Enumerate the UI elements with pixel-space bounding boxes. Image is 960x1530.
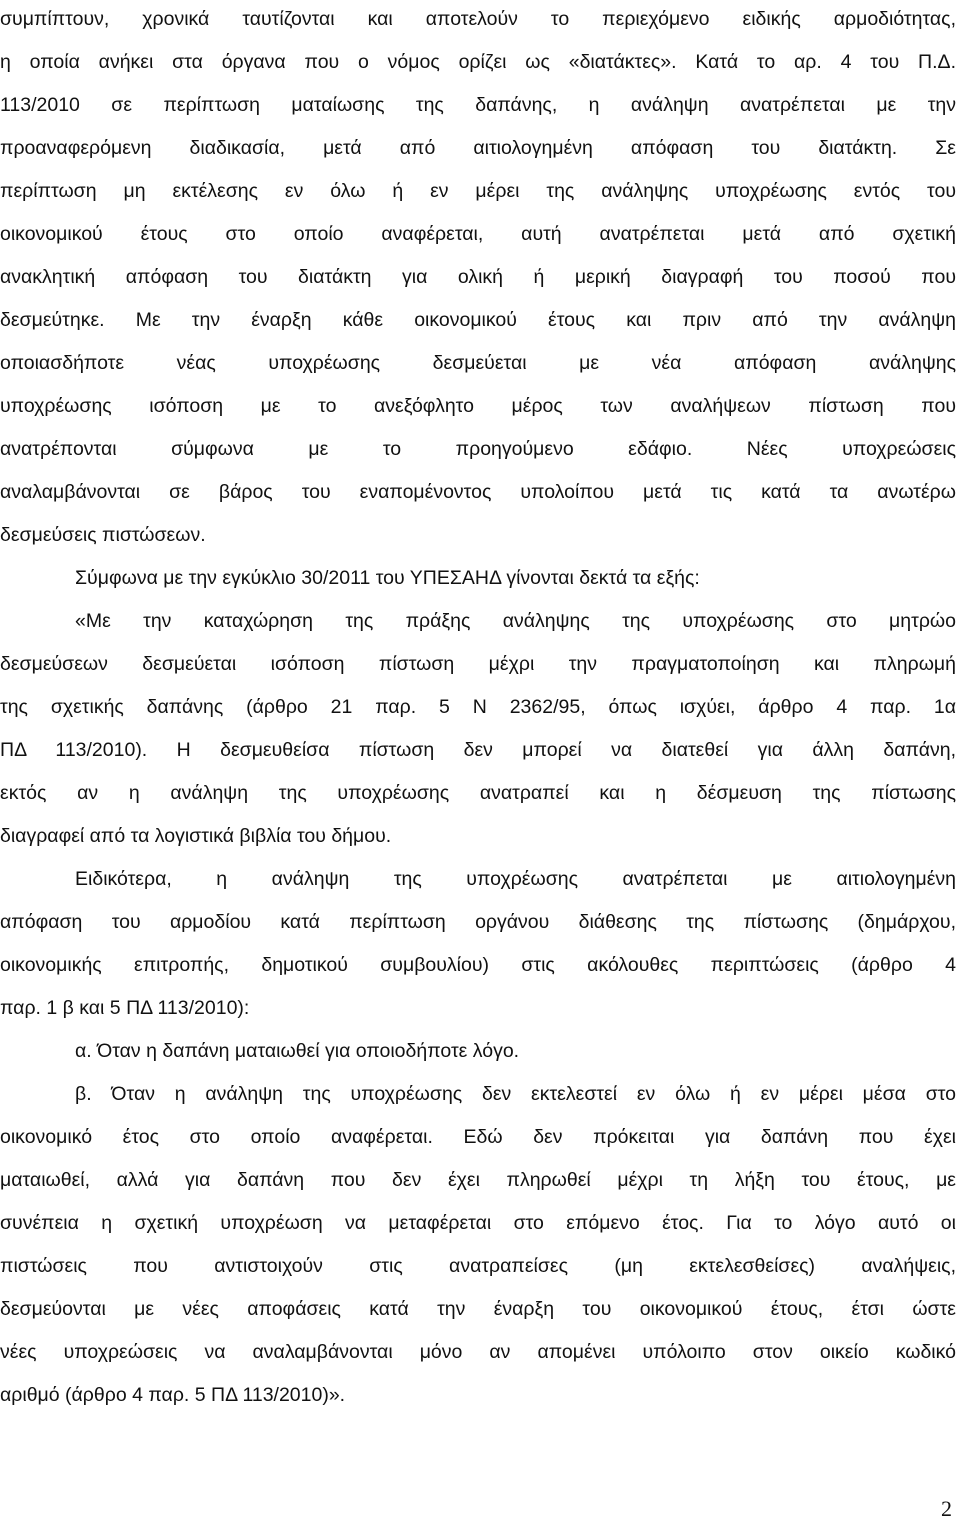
text-line: δεσμεύσεων δεσμεύεται ισόποση πίστωση μέχρι την πραγματοποίηση και πληρωμή bbox=[0, 653, 956, 675]
text-line: πιστώσεις που αντιστοιχούν στις ανατραπείσες (μη εκτελεσθείσες) αναλήψεις, bbox=[0, 1255, 956, 1277]
text-line: ΠΔ 113/2010). Η δεσμευθείσα πίστωση δεν μπορεί να διατεθεί για άλλη δαπάνη, bbox=[0, 739, 956, 761]
list-item-beta bbox=[0, 1073, 956, 1417]
page-number: 2 bbox=[941, 1496, 952, 1521]
text-line: εκτός αν η ανάληψη της υποχρέωσης ανατραπεί και η δέσμευση της πίστωσης bbox=[0, 782, 956, 804]
text-line: η οποία ανήκει στα όργανα που ο νόμος ορίζει ως «διατάκτες». Κατά το αρ. 4 του Π.Δ. bbox=[0, 51, 956, 73]
text-line: συνέπεια η σχετική υποχρέωση να μεταφέρεται στο επόμενο έτος. Για το λόγο αυτό οι bbox=[0, 1212, 956, 1234]
text-line: δεσμεύονται με νέες αποφάσεις κατά την έναρξη του οικονομικού έτους, έτσι ώστε bbox=[0, 1298, 956, 1320]
text-line: υποχρέωσης ισόποση με το ανεξόφλητο μέρος των αναλήψεων πίστωση που bbox=[0, 395, 956, 417]
text-line: «Με την καταχώρηση της πράξης ανάληψης της υποχρέωσης στο μητρώο bbox=[75, 610, 956, 632]
text-line: της σχετικής δαπάνης (άρθρο 21 παρ. 5 Ν 2362/95, όπως ισχύει, άρθρο 4 παρ. 1α bbox=[0, 696, 956, 718]
paragraph-circular-quote bbox=[0, 600, 956, 858]
text-line: διαγραφεί από τα λογιστικά βιβλία του δήμου. bbox=[0, 825, 392, 847]
text-line: αριθμό (άρθρο 4 παρ. 5 ΠΔ 113/2010)». bbox=[0, 1384, 346, 1406]
text-line: Σύμφωνα με την εγκύκλιο 30/2011 του ΥΠΕΣΑΗΔ γίνονται δεκτά τα εξής: bbox=[75, 567, 700, 589]
text-line: β. Όταν η ανάληψη της υποχρέωσης δεν εκτελεστεί εν όλω ή εν μέρει μέσα στο bbox=[75, 1083, 956, 1105]
paragraph-circular-intro bbox=[0, 557, 956, 600]
text-line: οικονομικής επιτροπής, δημοτικού συμβουλίου) στις ακόλουθες περιπτώσεις (άρθρο 4 bbox=[0, 954, 956, 976]
text-line: Ειδικότερα, η ανάληψη της υποχρέωσης ανατρέπεται με αιτιολογημένη bbox=[75, 868, 956, 890]
paragraph-specifically bbox=[0, 858, 956, 1030]
text-line: συμπίπτουν, χρονικά ταυτίζονται και αποτελούν το περιεχόμενο ειδικής αρμοδιότητας, bbox=[0, 8, 956, 30]
text-line: παρ. 1 β και 5 ΠΔ 113/2010): bbox=[0, 997, 250, 1019]
text-line: οικονομικό έτος στο οποίο αναφέρεται. Εδώ δεν πρόκειται για δαπάνη που έχει bbox=[0, 1126, 956, 1148]
text-line: προαναφερόμενη διαδικασία, μετά από αιτιολογημένη απόφαση του διατάκτη. Σε bbox=[0, 137, 956, 159]
text-line: 113/2010 σε περίπτωση ματαίωσης της δαπάνης, η ανάληψη ανατρέπεται με την bbox=[0, 94, 956, 116]
text-line: δεσμεύσεις πιστώσεων. bbox=[0, 524, 206, 546]
text-line: δεσμεύτηκε. Με την έναρξη κάθε οικονομικού έτους και πριν από την ανάληψη bbox=[0, 309, 956, 331]
text-line: νέες υποχρεώσεις να αναλαμβάνονται μόνο αν απομένει υπόλοιπο στον οικείο κωδικό bbox=[0, 1341, 956, 1363]
text-line: οικονομικού έτους στο οποίο αναφέρεται, αυτή ανατρέπεται μετά από σχετική bbox=[0, 223, 956, 245]
text-line: απόφαση του αρμοδίου κατά περίπτωση οργάνου διάθεσης της πίστωσης (δημάρχου, bbox=[0, 911, 956, 933]
paragraph-revocation-procedure bbox=[0, 0, 956, 557]
list-item-alpha bbox=[0, 1030, 956, 1073]
text-line: οποιασδήποτε νέας υποχρέωσης δεσμεύεται με νέα απόφαση ανάληψης bbox=[0, 352, 956, 374]
text-line: ματαιωθεί, αλλά για δαπάνη που δεν έχει πληρωθεί μέχρι τη λήξη του έτους, με bbox=[0, 1169, 956, 1191]
text-line: ανακλητική απόφαση του διατάκτη για ολική ή μερική διαγραφή του ποσού που bbox=[0, 266, 956, 288]
text-line: ανατρέπονται σύμφωνα με το προηγούμενο εδάφιο. Νέες υποχρεώσεις bbox=[0, 438, 956, 460]
text-line: α. Όταν η δαπάνη ματαιωθεί για οποιοδήποτε λόγο. bbox=[75, 1040, 520, 1062]
text-line: αναλαμβάνονται σε βάρος του εναπομένοντος υπολοίπου μετά τις κατά τα ανωτέρω bbox=[0, 481, 956, 503]
text-line: περίπτωση μη εκτέλεσης εν όλω ή εν μέρει της ανάληψης υποχρέωσης εντός του bbox=[0, 180, 956, 202]
